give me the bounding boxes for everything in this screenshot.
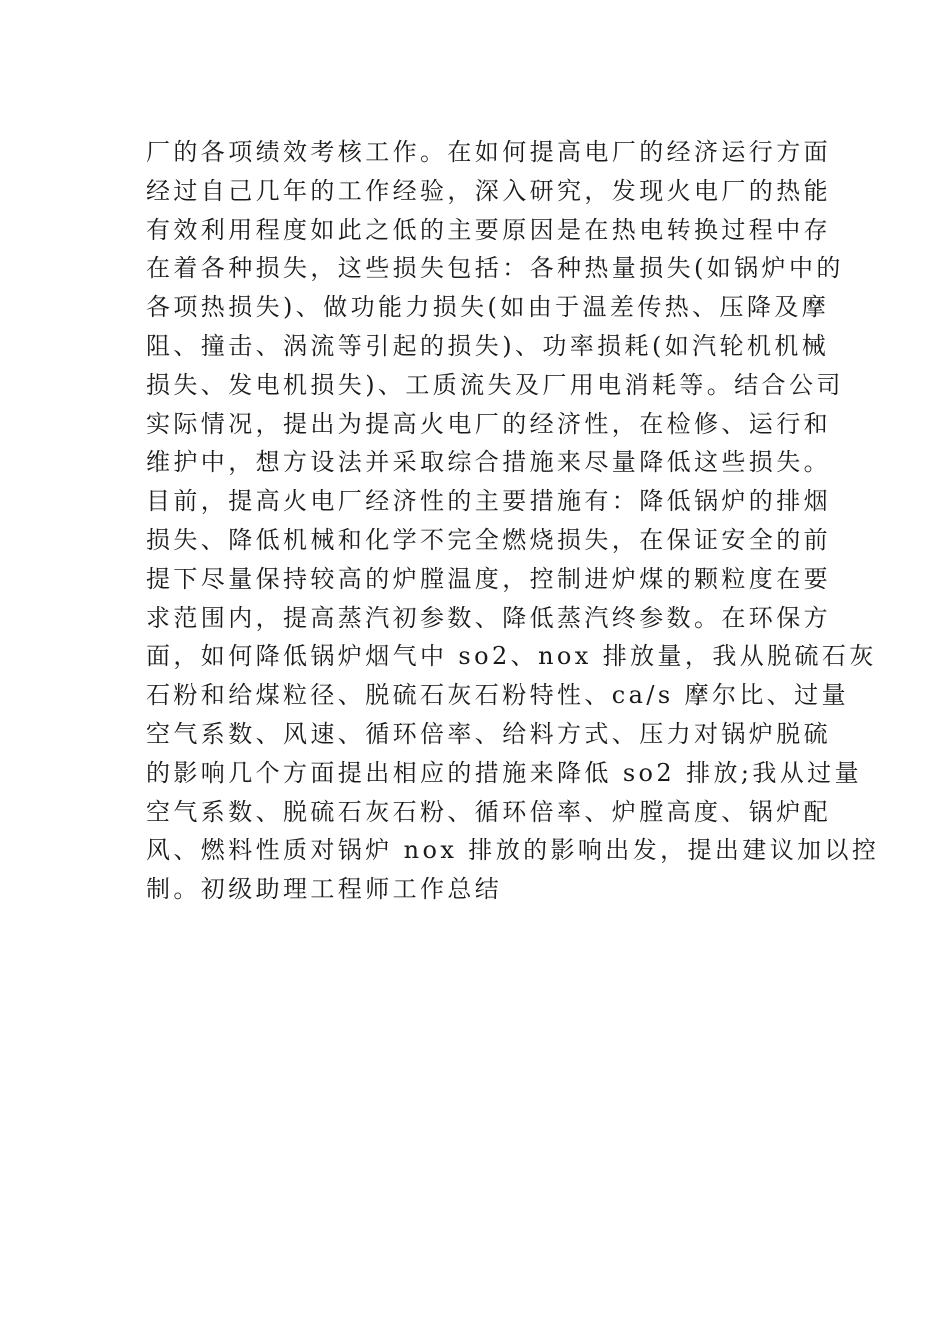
text-line-10: 目前，提高火电厂经济性的主要措施有：降低锅炉的排烟	[146, 487, 831, 516]
text-line-15: 石粉和给煤粒径、脱硫石灰石粉特性、ca/s 摩尔比、过量	[146, 681, 849, 710]
text-line-11: 损失、降低机械和化学不完全燃烧损失，在保证安全的前	[146, 525, 831, 554]
text-line-14: 面，如何降低锅炉烟气中 so2、nox 排放量，我从脱硫石灰	[146, 642, 877, 671]
text-line-3: 有效利用程度如此之低的主要原因是在热电转换过程中存	[146, 215, 831, 244]
text-line-9: 维护中，想方设法并采取综合措施来尽量降低这些损失。	[146, 448, 831, 477]
text-line-12: 提下尽量保持较高的炉膛温度，控制进炉煤的颗粒度在要	[146, 564, 831, 593]
text-line-19: 风、燃料性质对锅炉 nox 排放的影响出发，提出建议加以控	[146, 836, 880, 865]
text-line-13: 求范围内，提高蒸汽初参数、降低蒸汽终参数。在环保方	[146, 603, 831, 632]
text-line-17: 的影响几个方面提出相应的措施来降低 so2 排放;我从过量	[146, 758, 862, 787]
text-line-5: 各项热损失)、做功能力损失(如由于温差传热、压降及摩	[146, 293, 830, 322]
text-line-6: 阻、撞击、涡流等引起的损失)、功率损耗(如汽轮机机械	[146, 331, 830, 360]
body-paragraph	[146, 133, 880, 909]
text-line-8: 实际情况，提出为提高火电厂的经济性，在检修、运行和	[146, 409, 831, 438]
text-line-2: 经过自己几年的工作经验，深入研究，发现火电厂的热能	[146, 176, 831, 205]
text-line-16: 空气系数、风速、循环倍率、给料方式、压力对锅炉脱硫	[146, 719, 831, 748]
text-line-4: 在着各种损失，这些损失包括：各种热量损失(如锅炉中的	[146, 254, 844, 283]
text-line-7: 损失、发电机损失)、工质流失及厂用电消耗等。结合公司	[146, 370, 844, 399]
text-line-1: 厂的各项绩效考核工作。在如何提高电厂的经济运行方面	[146, 138, 831, 166]
text-line-18: 空气系数、脱硫石灰石粉、循环倍率、炉膛高度、锅炉配	[146, 797, 831, 826]
text-line-20: 制。初级助理工程师工作总结	[146, 875, 503, 904]
